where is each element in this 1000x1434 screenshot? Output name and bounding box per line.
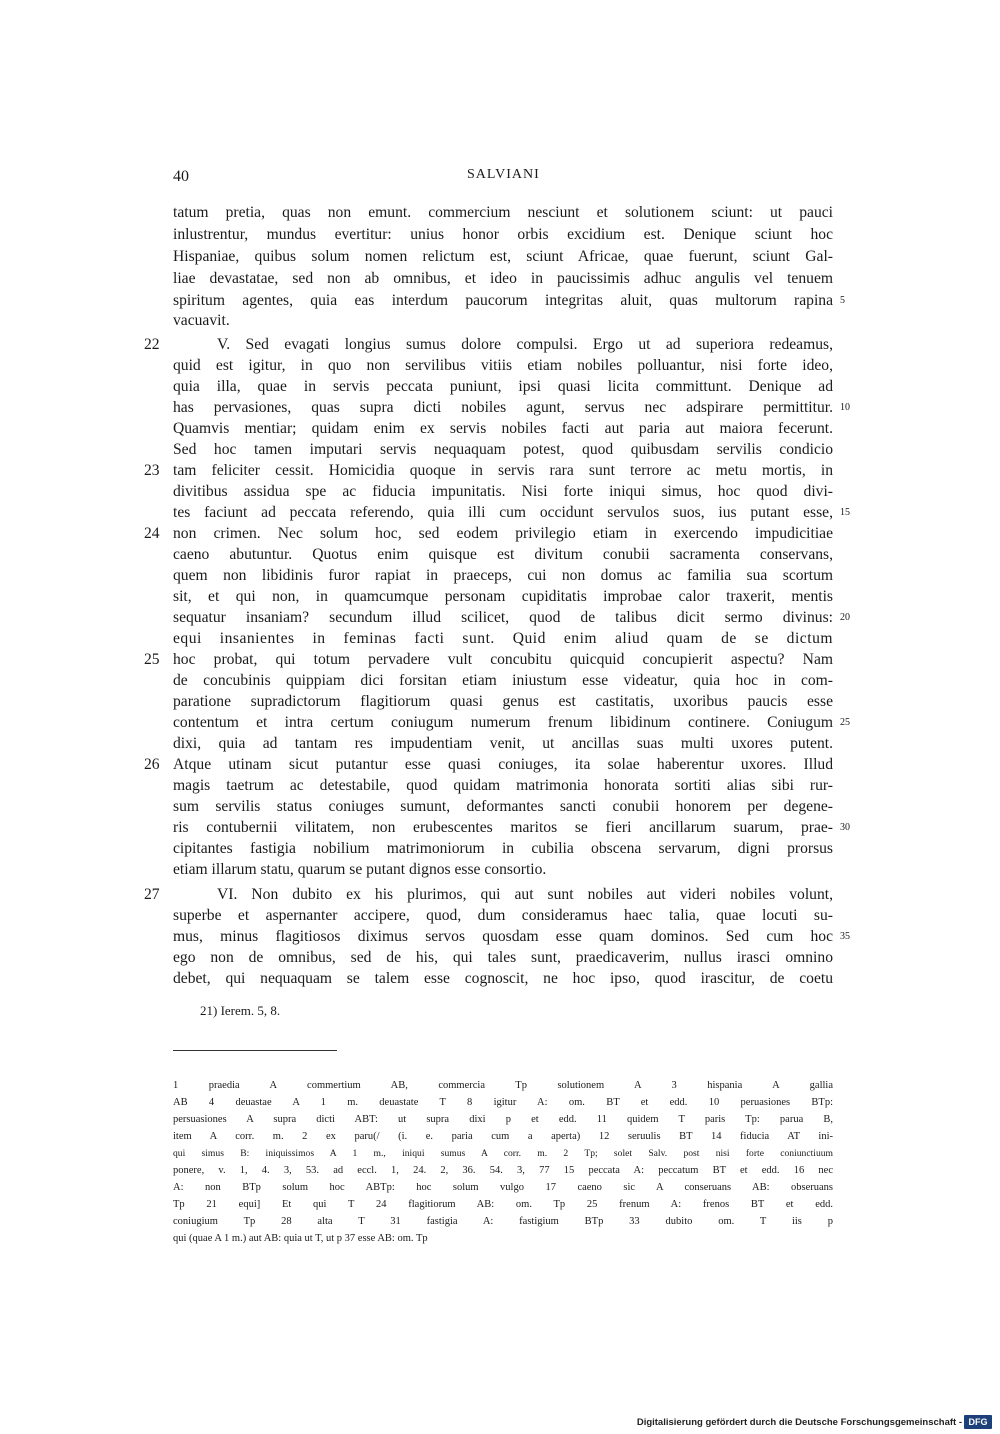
apparatus-line: qui simus B: iniquissimos A 1 m., iniqui sumus A corr. m. 2 Tp; solet Salv. post nisi forte coniunctiuum (173, 1148, 833, 1159)
text-line: hoc probat, qui totum pervadere vult concubitu quicquid concupierit aspectu? Nam (173, 651, 833, 668)
text-line: mus, minus flagitiosos diximus servos quosdam esse quam dominos. Sed cum hoc (173, 928, 833, 945)
apparatus-line: Tp 21 equi] Et qui T 24 flagitiorum AB: om. Tp 25 frenum A: frenos BT et edd. (173, 1199, 833, 1210)
text-line: ego non de omnibus, sed de his, qui tales sunt, praedicaverim, nullus irasci omnino (173, 949, 833, 966)
text-line: Atque utinam sicut putantur esse quasi coniuges, ita solae haberentur uxores. Illud (173, 756, 833, 773)
text-line: ris contubernii vilitatem, non erubescentes maritos se fieri ancillarum suarum, prae- (173, 819, 833, 836)
line-number-10: 10 (840, 402, 850, 413)
text-line: dixi, quia ad tantam res impudentiam venit, ut ancillas suas multi uxores putent. (173, 735, 833, 752)
text-line: sequatur insaniam? secundum illud scilicet, quod de talibus dicit sermo divinus: (173, 609, 833, 626)
section-number-26: 26 (144, 756, 160, 773)
apparatus-line: ponere, v. 1, 4. 3, 53. ad eccl. 1, 24. 2, 36. 54. 3, 77 15 peccata A: peccatum BT et edd. 16 nec (173, 1165, 833, 1176)
line-number-5: 5 (840, 295, 845, 306)
line-number-15: 15 (840, 507, 850, 518)
section-number-25: 25 (144, 651, 160, 668)
running-title: SALVIANI (467, 167, 540, 182)
text-line: sum servilis status coniuges sumunt, deformantes sancti conubii honorem per degene- (173, 798, 833, 815)
apparatus-line: persuasiones A supra dicti ABT: ut supra dixi p et edd. 11 quidem T paris Tp: parua B, (173, 1114, 833, 1125)
section-number-27: 27 (144, 886, 160, 903)
apparatus-line: qui (quae A 1 m.) aut AB: quia ut T, ut p 37 esse AB: om. Tp (173, 1233, 428, 1244)
apparatus-line: AB 4 deuastae A 1 m. deuastate T 8 igitur A: om. BT et edd. 10 peruasiones BTp: (173, 1097, 833, 1108)
text-line: quid est igitur, in quo non servilibus vitiis etiam nobiles polluantur, nisi forte ideo, (173, 357, 833, 374)
text-line: liae devastatae, sed non ab omnibus, et ideo in paucissimis adhuc angulis vel tenuem (173, 270, 833, 287)
text-line: vacuavit. (173, 312, 230, 329)
text-line: Quamvis mentiar; quidam enim ex servis nobiles facti aut paria aut maiora fecerunt. (173, 420, 833, 437)
text-line: contentum et intra certum coniugum numerum frenum libidinum continere. Coniugum (173, 714, 833, 731)
text-line: etiam illarum statu, quarum se putant dignos esse consortio. (173, 861, 547, 878)
dfg-logo: DFG (964, 1415, 992, 1429)
digitization-credit: Digitalisierung gefördert durch die Deutsche Forschungsgemeinschaft - (636, 1417, 962, 1428)
footnote: 21) Ierem. 5, 8. (200, 1003, 281, 1018)
text-line: superbe et aspernanter accipere, quod, dum consideramus haec talia, quae locuti su- (173, 907, 833, 924)
apparatus-line: item A corr. m. 2 ex paru(/ (i. e. paria cum a aperta) 12 seruulis BT 14 fiducia AT ini- (173, 1131, 833, 1142)
text-line: inlustrentur, mundus evertitur: unius honor orbis excidium est. Denique sciunt hoc (173, 226, 833, 243)
text-line: quem non libidinis furor rapiat in praeceps, cui non domus ac familia sua scortum (173, 567, 833, 584)
text-line: sit, et qui non, in quamcumque personam cupiditatis improbae calor traxerit, mentis (173, 588, 833, 605)
text-line: Hispaniae, quibus solum nomen relictum est, sciunt Africae, quae fuerunt, sciunt Gal- (173, 248, 833, 265)
text-line: tatum pretia, quas non emunt. commercium nesciunt et solutionem sciunt: ut pauci (173, 204, 833, 221)
apparatus-line: A: non BTp solum hoc ABTp: hoc solum vulgo 17 caeno sic A conseruans AB: obseruans (173, 1182, 833, 1193)
section-number-24: 24 (144, 525, 160, 542)
text-line: de concubinis quippiam dici forsitan etiam iniustum esse videatur, quia hoc in com- (173, 672, 833, 689)
text-line: paratione supradictorum flagitiorum quasi genus est castitatis, uxoribus paucis esse (173, 693, 833, 710)
text-line: has pervasiones, quas supra dicti nobiles agunt, servus nec adspirare permittitur. (173, 399, 833, 416)
section-number-22: 22 (144, 336, 160, 353)
text-line: Sed hoc tamen imputari servis nequaquam potest, quod quibusdam servilis condicio (173, 441, 833, 458)
apparatus-line: 1 praedia A commertium AB, commercia Tp solutionem A 3 hispania A gallia (173, 1080, 833, 1091)
text-line: debet, qui nequaquam se talem esse cognoscit, ne hoc ipso, quod irascitur, de coetu (173, 970, 833, 987)
text-line: magis taetrum ac detestabile, quod quidam matrimonia honorata sortiti alias sibi rur- (173, 777, 833, 794)
apparatus-divider (173, 1050, 337, 1051)
line-number-30: 30 (840, 822, 850, 833)
line-number-20: 20 (840, 612, 850, 623)
line-number-35: 35 (840, 931, 850, 942)
text-line: VI. Non dubito ex his plurimos, qui aut sunt nobiles aut videri nobiles volunt, (217, 886, 833, 903)
text-line: tes faciunt ad peccata referendo, quia illi cum occidunt servulos suos, ius putant esse, (173, 504, 833, 521)
section-number-23: 23 (144, 462, 160, 479)
text-line: V. Sed evagati longius sumus dolore compulsi. Ergo ut ad superiora redeamus, (217, 336, 833, 353)
text-line: quia illa, quae in servis peccata puniunt, ipsi quasi licita committunt. Denique ad (173, 378, 833, 395)
text-line: spiritum agentes, quia eas interdum paucorum integritas aluit, quas multorum rapina (173, 292, 833, 309)
text-line: caeno abutuntur. Quotus enim quisque est divitum conubii sacramenta conservans, (173, 546, 833, 563)
text-line: divitibus assidua spe ac fiducia impunitatis. Nisi forte iniqui simus, hoc quod divi- (173, 483, 833, 500)
line-number-25: 25 (840, 717, 850, 728)
text-line: tam feliciter cessit. Homicidia quoque in servis rara sunt terrore ac metu mortis, in (173, 462, 833, 479)
text-line: equi insanientes in feminas facti sunt. Quid enim aliud quam de se dictum (173, 630, 833, 647)
apparatus-line: coniugium Tp 28 alta T 31 fastigia A: fastigium BTp 33 dubito om. T iis p (173, 1216, 833, 1227)
page-number: 40 (173, 168, 189, 185)
text-line: non crimen. Nec solum hoc, sed eodem privilegio etiam in exercendo impudicitiae (173, 525, 833, 542)
text-line: cipitantes fastigia nobilium matrimoniorum in cubilia obscena servarum, digni prorsus (173, 840, 833, 857)
